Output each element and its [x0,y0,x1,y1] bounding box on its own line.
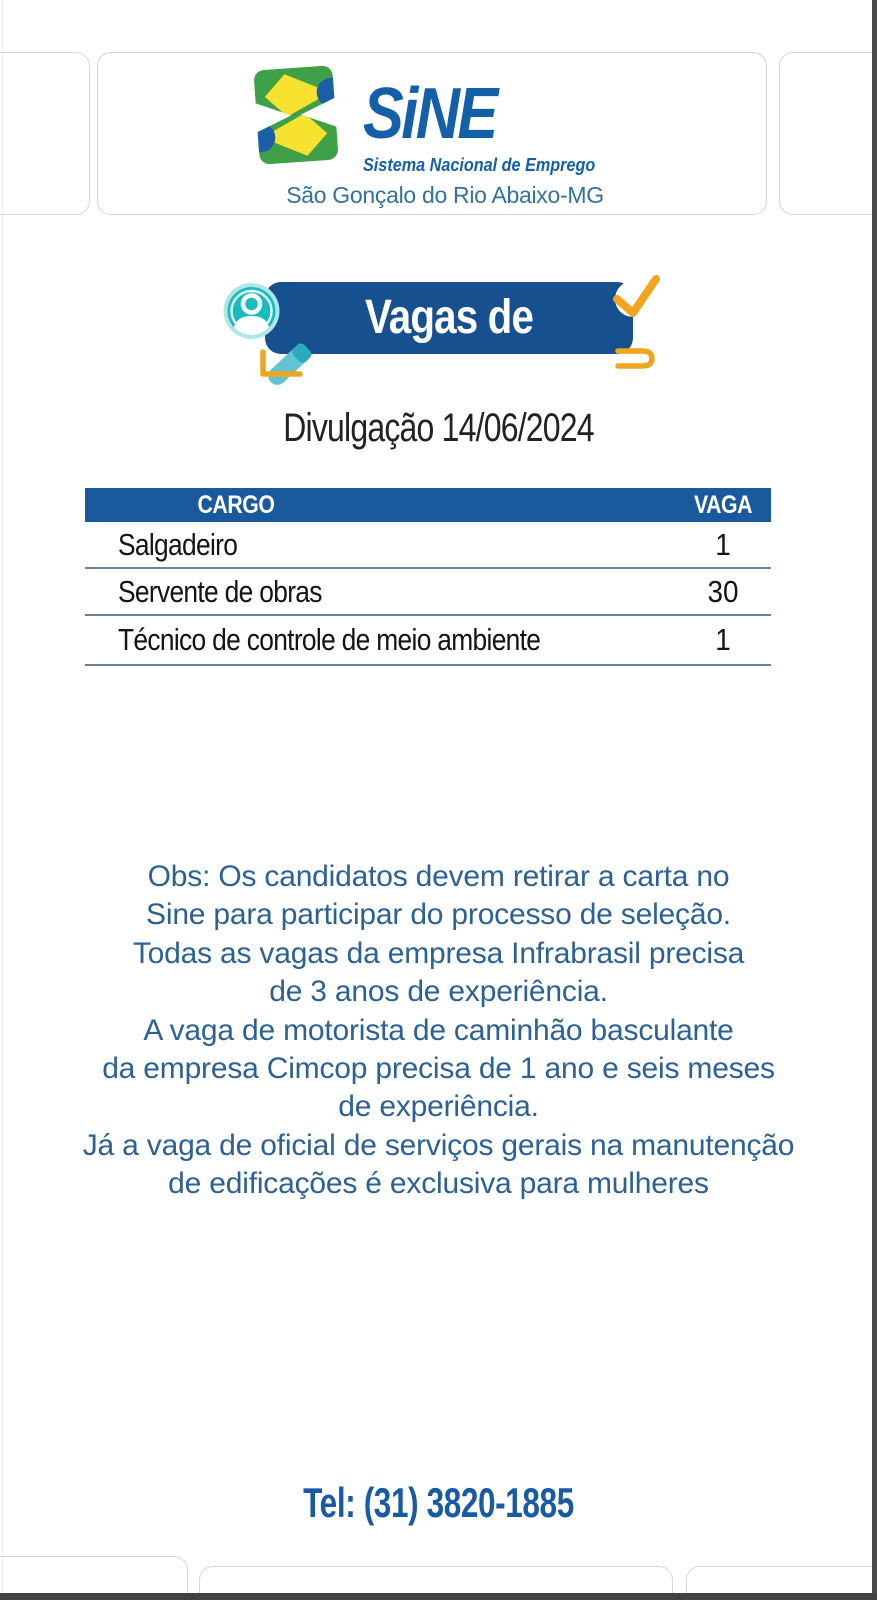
vertical-scrollbar[interactable] [872,0,877,1600]
brand-name: SiNE [362,74,496,154]
note-line: Já a vaga de oficial de serviços gerais na manutenção [82,1128,795,1162]
vaga-cell: 30 [707,574,739,609]
vaga-cell: 1 [715,527,731,562]
adjacent-card-fragment-top-right[interactable] [779,52,877,215]
table-header [85,488,771,522]
page-left-border [2,0,3,1593]
note-line: de 3 anos de experiência. [269,975,608,1009]
publication-date: Divulgação 14/06/2024 [283,406,594,450]
sine-logo-row [243,65,621,176]
note-line: Todas as vagas da empresa Infrabrasil precisa [132,936,745,970]
brand-block [363,75,621,176]
corner-bracket-icon [618,351,652,366]
vagas-badge-decorations [180,250,700,400]
cargo-cell: Salgadeiro [118,527,238,562]
vagas-badge-label: Vagas de trabalho [364,291,534,416]
vaga-cell: 1 [715,622,731,657]
note-line: Sine para participar do processo de seleção. [146,898,731,932]
jobs-table [85,488,771,666]
note-line: de edificações é exclusiva para mulheres [168,1167,709,1201]
table-row [85,616,771,666]
cargo-cell: Técnico de controle de meio ambiente [118,622,541,657]
sine-header-card [97,52,767,215]
column-header-vaga: VAGA [693,491,753,519]
note-line: de experiência. [338,1090,539,1124]
brand-tagline: Sistema Nacional de Emprego [362,155,596,175]
horizontal-scrollbar[interactable] [0,1593,877,1600]
adjacent-card-fragment-top-left[interactable] [0,52,90,215]
table-row [85,522,771,569]
person-avatar-icon [224,283,280,339]
city-name: São Gonçalo do Rio Abaixo-MG [286,182,604,208]
cargo-cell: Servente de obras [118,574,322,609]
notes-block [0,858,877,1204]
note-line: da empresa Cimcop precisa de 1 ano e seis meses [102,1052,775,1086]
sine-flag-logo-icon [243,65,349,165]
check-icon [615,279,656,317]
note-line: Obs: Os candidatos devem retirar a carta no [147,860,730,893]
note-line: A vaga de motorista de caminhão basculante [143,1013,734,1047]
table-row [85,569,771,616]
marker-pen-icon [265,341,314,388]
column-header-cargo: CARGO [197,491,275,519]
phone-number: Tel: (31) 3820-1885 [303,1479,574,1526]
